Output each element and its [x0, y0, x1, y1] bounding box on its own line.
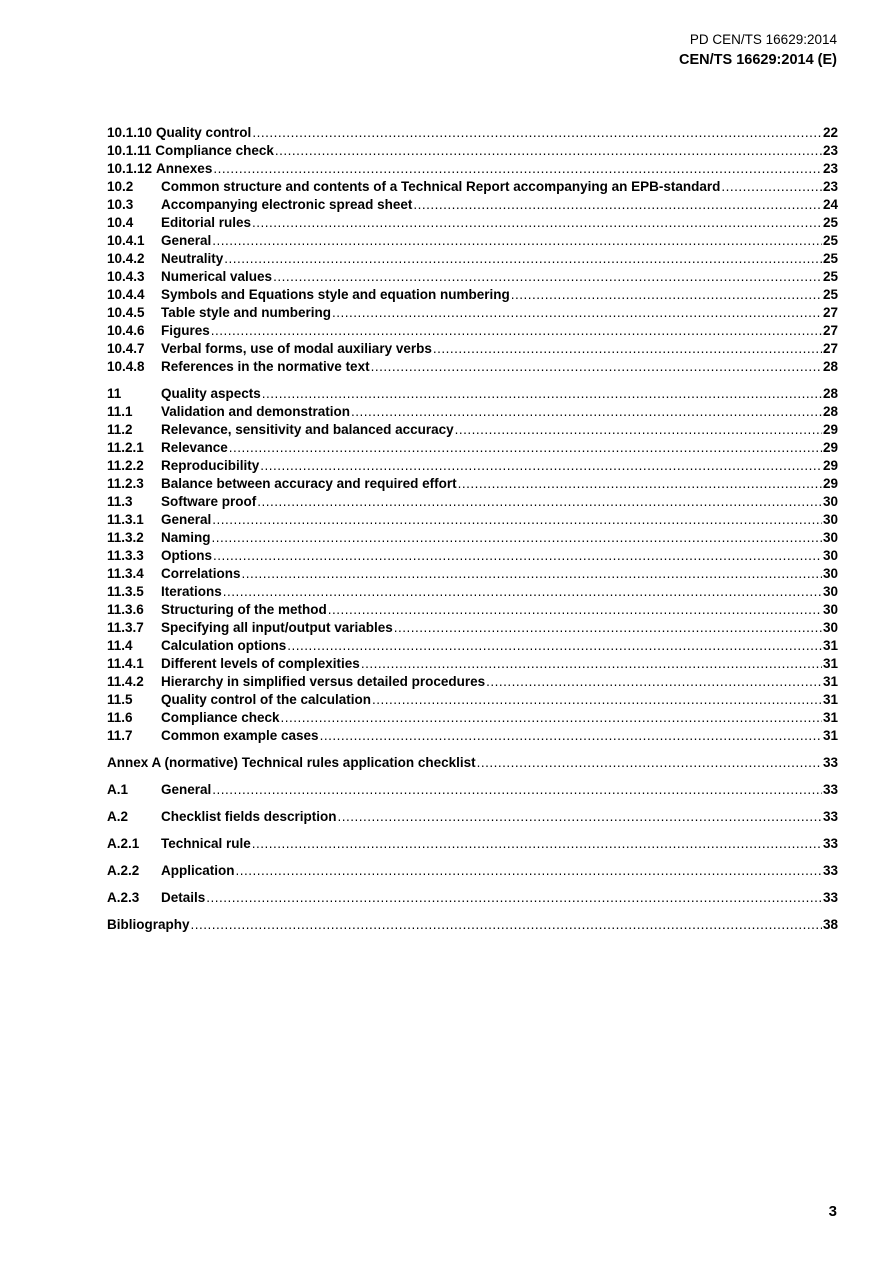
toc-entry[interactable] — [107, 583, 838, 601]
toc-entry-page: 22 — [822, 125, 838, 140]
toc-leader-dots — [242, 565, 822, 583]
toc-entry-title: Reproducibility — [161, 458, 260, 473]
toc-entry-number: 11.2.1 — [107, 440, 144, 455]
toc-entry-title: Application — [161, 863, 235, 878]
toc-entry[interactable] — [107, 655, 838, 673]
toc-entry-title: Symbols and Equations style and equation numbering — [161, 287, 510, 302]
toc-entry[interactable] — [107, 322, 838, 340]
toc-leader-dots — [477, 754, 822, 772]
toc-entry[interactable] — [107, 250, 838, 268]
toc-entry-page: 31 — [822, 692, 838, 707]
toc-entry-number: A.2.3 — [107, 890, 140, 905]
toc-entry-title: Verbal forms, use of modal auxiliary verbs — [161, 341, 432, 356]
toc-entry[interactable] — [107, 493, 838, 511]
toc-entry-number: 11 — [107, 386, 122, 401]
toc-entry-page: 33 — [822, 836, 838, 851]
toc-leader-dots — [260, 457, 822, 475]
toc-entry-number: 11.2.2 — [107, 458, 144, 473]
toc-entry-page: 27 — [822, 341, 838, 356]
toc-entry-title: Correlations — [161, 566, 241, 581]
toc-entry-title: Naming — [161, 530, 211, 545]
toc-entry-number: 10.1.11 — [107, 143, 152, 158]
toc-entry-number: 11.5 — [107, 692, 133, 707]
toc-entry[interactable] — [107, 619, 838, 637]
toc-entry-page: 27 — [822, 305, 838, 320]
toc-entry-number: A.2.1 — [107, 836, 140, 851]
toc-entry-page: 28 — [822, 359, 838, 374]
toc-entry[interactable] — [107, 709, 838, 727]
toc-leader-dots — [213, 160, 822, 178]
toc-entry[interactable] — [107, 808, 838, 826]
toc-entry-title: Structuring of the method — [161, 602, 327, 617]
toc-entry-title: Common example cases — [161, 728, 319, 743]
toc-entry[interactable] — [107, 781, 838, 799]
toc-leader-dots — [206, 889, 822, 907]
toc-entry-page: 25 — [822, 287, 838, 302]
toc-entry[interactable] — [107, 754, 838, 772]
toc-entry-page: 31 — [822, 710, 838, 725]
toc-entry-title: Annex A (normative) Technical rules application checklist — [107, 755, 476, 770]
toc-entry-title: Balance between accuracy and required effort — [161, 476, 457, 491]
toc-leader-dots — [191, 916, 822, 934]
toc-entry-number: 10.4 — [107, 215, 134, 230]
toc-entry-page: 23 — [822, 161, 838, 176]
toc-entry-number: 11.4.1 — [107, 656, 144, 671]
toc-entry[interactable] — [107, 286, 838, 304]
toc-entry-page: 30 — [822, 566, 838, 581]
toc-entry[interactable] — [107, 196, 838, 214]
toc-entry-page: 30 — [822, 602, 838, 617]
toc-leader-dots — [252, 124, 822, 142]
toc-leader-dots — [252, 214, 822, 232]
toc-leader-dots — [332, 304, 822, 322]
toc-leader-dots — [458, 475, 822, 493]
toc-entry-page: 25 — [822, 215, 838, 230]
toc-entry-number: 11.6 — [107, 710, 133, 725]
toc-entry-title: Common structure and contents of a Technical Report accompanying an EPB-standard — [161, 179, 721, 194]
toc-leader-dots — [224, 250, 822, 268]
toc-entry[interactable] — [107, 601, 838, 619]
toc-entry-title: Numerical values — [161, 269, 273, 284]
toc-entry-page: 25 — [822, 233, 838, 248]
toc-leader-dots — [320, 727, 822, 745]
toc-leader-dots — [212, 232, 822, 250]
toc-leader-dots — [213, 547, 822, 565]
toc-leader-dots — [212, 781, 822, 799]
toc-entry-number: 10.4.8 — [107, 359, 145, 374]
toc-entry[interactable] — [107, 124, 838, 142]
toc-entry-title: Compliance check — [155, 143, 274, 158]
toc-leader-dots — [394, 619, 822, 637]
toc-entry-page: 33 — [822, 809, 838, 824]
toc-entry-title: Quality control — [156, 125, 252, 140]
toc-leader-dots — [486, 673, 822, 691]
toc-entry-number: 11.3.1 — [107, 512, 144, 527]
toc-entry-title: Details — [161, 890, 206, 905]
toc-entry[interactable] — [107, 421, 838, 439]
toc-entry-title: General — [161, 512, 212, 527]
toc-leader-dots — [211, 322, 822, 340]
toc-entry-title: Figures — [161, 323, 210, 338]
toc-entry-number: 11.3.2 — [107, 530, 144, 545]
toc-entry[interactable] — [107, 232, 838, 250]
toc-leader-dots — [372, 691, 822, 709]
toc-entry-number: 10.1.10 — [107, 125, 153, 140]
toc-entry-number: 10.4.2 — [107, 251, 145, 266]
toc-entry-title: Neutrality — [161, 251, 224, 266]
toc-leader-dots — [212, 529, 822, 547]
toc-leader-dots — [351, 403, 822, 421]
toc-entry-title: Checklist fields description — [161, 809, 337, 824]
toc-entry-number: A.2 — [107, 809, 129, 824]
toc-leader-dots — [413, 196, 822, 214]
toc-entry-title: Relevance, sensitivity and balanced accuracy — [161, 422, 454, 437]
toc-entry-page: 31 — [822, 638, 838, 653]
toc-entry[interactable] — [107, 358, 838, 376]
toc-entry-page: 23 — [822, 143, 838, 158]
toc-entry[interactable] — [107, 511, 838, 529]
toc-entry-title: Quality aspects — [161, 386, 261, 401]
toc-entry-title: Compliance check — [161, 710, 280, 725]
toc-entry[interactable] — [107, 727, 838, 745]
toc-entry-number: 10.2 — [107, 179, 134, 194]
toc-entry-title: General — [161, 782, 212, 797]
toc-entry-title: Annexes — [156, 161, 213, 176]
toc-entry-title: Quality control of the calculation — [161, 692, 372, 707]
toc-entry[interactable] — [107, 439, 838, 457]
toc-leader-dots — [328, 601, 822, 619]
toc-entry-page: 33 — [822, 890, 838, 905]
toc-entry-title: Accompanying electronic spread sheet — [161, 197, 413, 212]
toc-entry-number: 10.4.6 — [107, 323, 145, 338]
toc-entry-page: 28 — [822, 386, 838, 401]
toc-entry-page: 30 — [822, 494, 838, 509]
toc-entry[interactable] — [107, 529, 838, 547]
toc-entry-number: 11.3.4 — [107, 566, 144, 581]
toc-entry-page: 29 — [822, 422, 838, 437]
toc-entry-page: 30 — [822, 530, 838, 545]
toc-entry-title: Iterations — [161, 584, 222, 599]
toc-entry-number: 11.1 — [107, 404, 133, 419]
toc-entry[interactable] — [107, 304, 838, 322]
toc-leader-dots — [361, 655, 822, 673]
toc-leader-dots — [287, 637, 822, 655]
toc-entry[interactable] — [107, 340, 838, 358]
toc-leader-dots — [229, 439, 822, 457]
toc-entry-title: Calculation options — [161, 638, 287, 653]
toc-entry[interactable] — [107, 637, 838, 655]
toc-entry-page: 23 — [822, 179, 838, 194]
toc-entry-title: Editorial rules — [161, 215, 252, 230]
toc-entry[interactable] — [107, 835, 838, 853]
toc-entry-page: 30 — [822, 512, 838, 527]
page-number: 3 — [828, 1203, 837, 1220]
toc-entry[interactable] — [107, 889, 838, 907]
toc-entry-title: General — [161, 233, 212, 248]
toc-leader-dots — [212, 511, 822, 529]
toc-entry[interactable] — [107, 475, 838, 493]
toc-entry-page: 33 — [822, 863, 838, 878]
toc-entry-page: 33 — [822, 755, 838, 770]
table-of-contents — [107, 124, 838, 934]
toc-leader-dots — [511, 286, 822, 304]
toc-leader-dots — [281, 709, 822, 727]
toc-entry-number: 11.3.6 — [107, 602, 144, 617]
toc-entry-title: Options — [161, 548, 212, 563]
toc-entry-page: 31 — [822, 674, 838, 689]
toc-leader-dots — [338, 808, 822, 826]
toc-entry-page: 38 — [822, 917, 838, 932]
toc-leader-dots — [433, 340, 822, 358]
toc-leader-dots — [275, 142, 822, 160]
toc-entry-page: 29 — [822, 458, 838, 473]
toc-entry-number: 11.4.2 — [107, 674, 144, 689]
toc-entry-number: 10.1.12 — [107, 161, 153, 176]
toc-entry[interactable] — [107, 673, 838, 691]
toc-entry[interactable] — [107, 457, 838, 475]
toc-entry[interactable] — [107, 160, 838, 178]
toc-entry[interactable] — [107, 142, 838, 160]
toc-entry[interactable] — [107, 214, 838, 232]
toc-entry-number: 11.3 — [107, 494, 133, 509]
toc-entry[interactable] — [107, 178, 838, 196]
toc-entry-title: Relevance — [161, 440, 228, 455]
toc-leader-dots — [455, 421, 822, 439]
toc-leader-dots — [252, 835, 822, 853]
toc-leader-dots — [721, 178, 822, 196]
toc-entry-number: 11.4 — [107, 638, 133, 653]
toc-entry-page: 31 — [822, 656, 838, 671]
toc-entry[interactable] — [107, 403, 838, 421]
toc-entry-page: 30 — [822, 584, 838, 599]
toc-entry-number: 11.2 — [107, 422, 133, 437]
toc-entry-page: 29 — [822, 440, 838, 455]
toc-entry[interactable] — [107, 547, 838, 565]
toc-entry-title: References in the normative text — [161, 359, 370, 374]
toc-entry-page: 30 — [822, 548, 838, 563]
toc-entry-title: Software proof — [161, 494, 257, 509]
toc-entry-title: Validation and demonstration — [161, 404, 351, 419]
toc-leader-dots — [257, 493, 822, 511]
toc-entry-page: 28 — [822, 404, 838, 419]
toc-entry-title: Different levels of complexities — [161, 656, 360, 671]
toc-entry-number: A.1 — [107, 782, 129, 797]
toc-entry-number: 11.3.5 — [107, 584, 144, 599]
standard-id: CEN/TS 16629:2014 (E) — [679, 52, 837, 68]
toc-leader-dots — [236, 862, 822, 880]
toc-entry-title: Hierarchy in simplified versus detailed procedures — [161, 674, 486, 689]
toc-entry-title: Specifying all input/output variables — [161, 620, 393, 635]
toc-entry[interactable] — [107, 268, 838, 286]
toc-entry[interactable] — [107, 691, 838, 709]
toc-entry[interactable] — [107, 565, 838, 583]
toc-entry-page: 27 — [822, 323, 838, 338]
toc-entry-title: Table style and numbering — [161, 305, 332, 320]
toc-entry-page: 30 — [822, 620, 838, 635]
toc-entry-page: 24 — [822, 197, 838, 212]
toc-entry[interactable] — [107, 916, 838, 934]
toc-entry[interactable] — [107, 385, 838, 403]
toc-entry-number: 10.4.5 — [107, 305, 145, 320]
toc-entry-number: 11.2.3 — [107, 476, 144, 491]
toc-leader-dots — [371, 358, 822, 376]
toc-entry-number: 11.3.7 — [107, 620, 144, 635]
toc-entry-page: 33 — [822, 782, 838, 797]
toc-entry-page: 25 — [822, 251, 838, 266]
toc-leader-dots — [223, 583, 822, 601]
toc-entry[interactable] — [107, 862, 838, 880]
toc-entry-number: 10.4.3 — [107, 269, 145, 284]
document-id: PD CEN/TS 16629:2014 — [689, 32, 837, 47]
toc-entry-number: A.2.2 — [107, 863, 140, 878]
toc-entry-page: 31 — [822, 728, 838, 743]
toc-entry-number: 11.7 — [107, 728, 133, 743]
toc-entry-number: 10.4.1 — [107, 233, 145, 248]
toc-entry-page: 25 — [822, 269, 838, 284]
toc-entry-number: 10.4.7 — [107, 341, 145, 356]
toc-entry-page: 29 — [822, 476, 838, 491]
toc-leader-dots — [273, 268, 822, 286]
toc-entry-number: 10.3 — [107, 197, 134, 212]
toc-leader-dots — [262, 385, 822, 403]
toc-entry-number: 10.4.4 — [107, 287, 145, 302]
toc-entry-title: Technical rule — [161, 836, 251, 851]
toc-entry-title: Bibliography — [107, 917, 190, 932]
toc-entry-number: 11.3.3 — [107, 548, 144, 563]
